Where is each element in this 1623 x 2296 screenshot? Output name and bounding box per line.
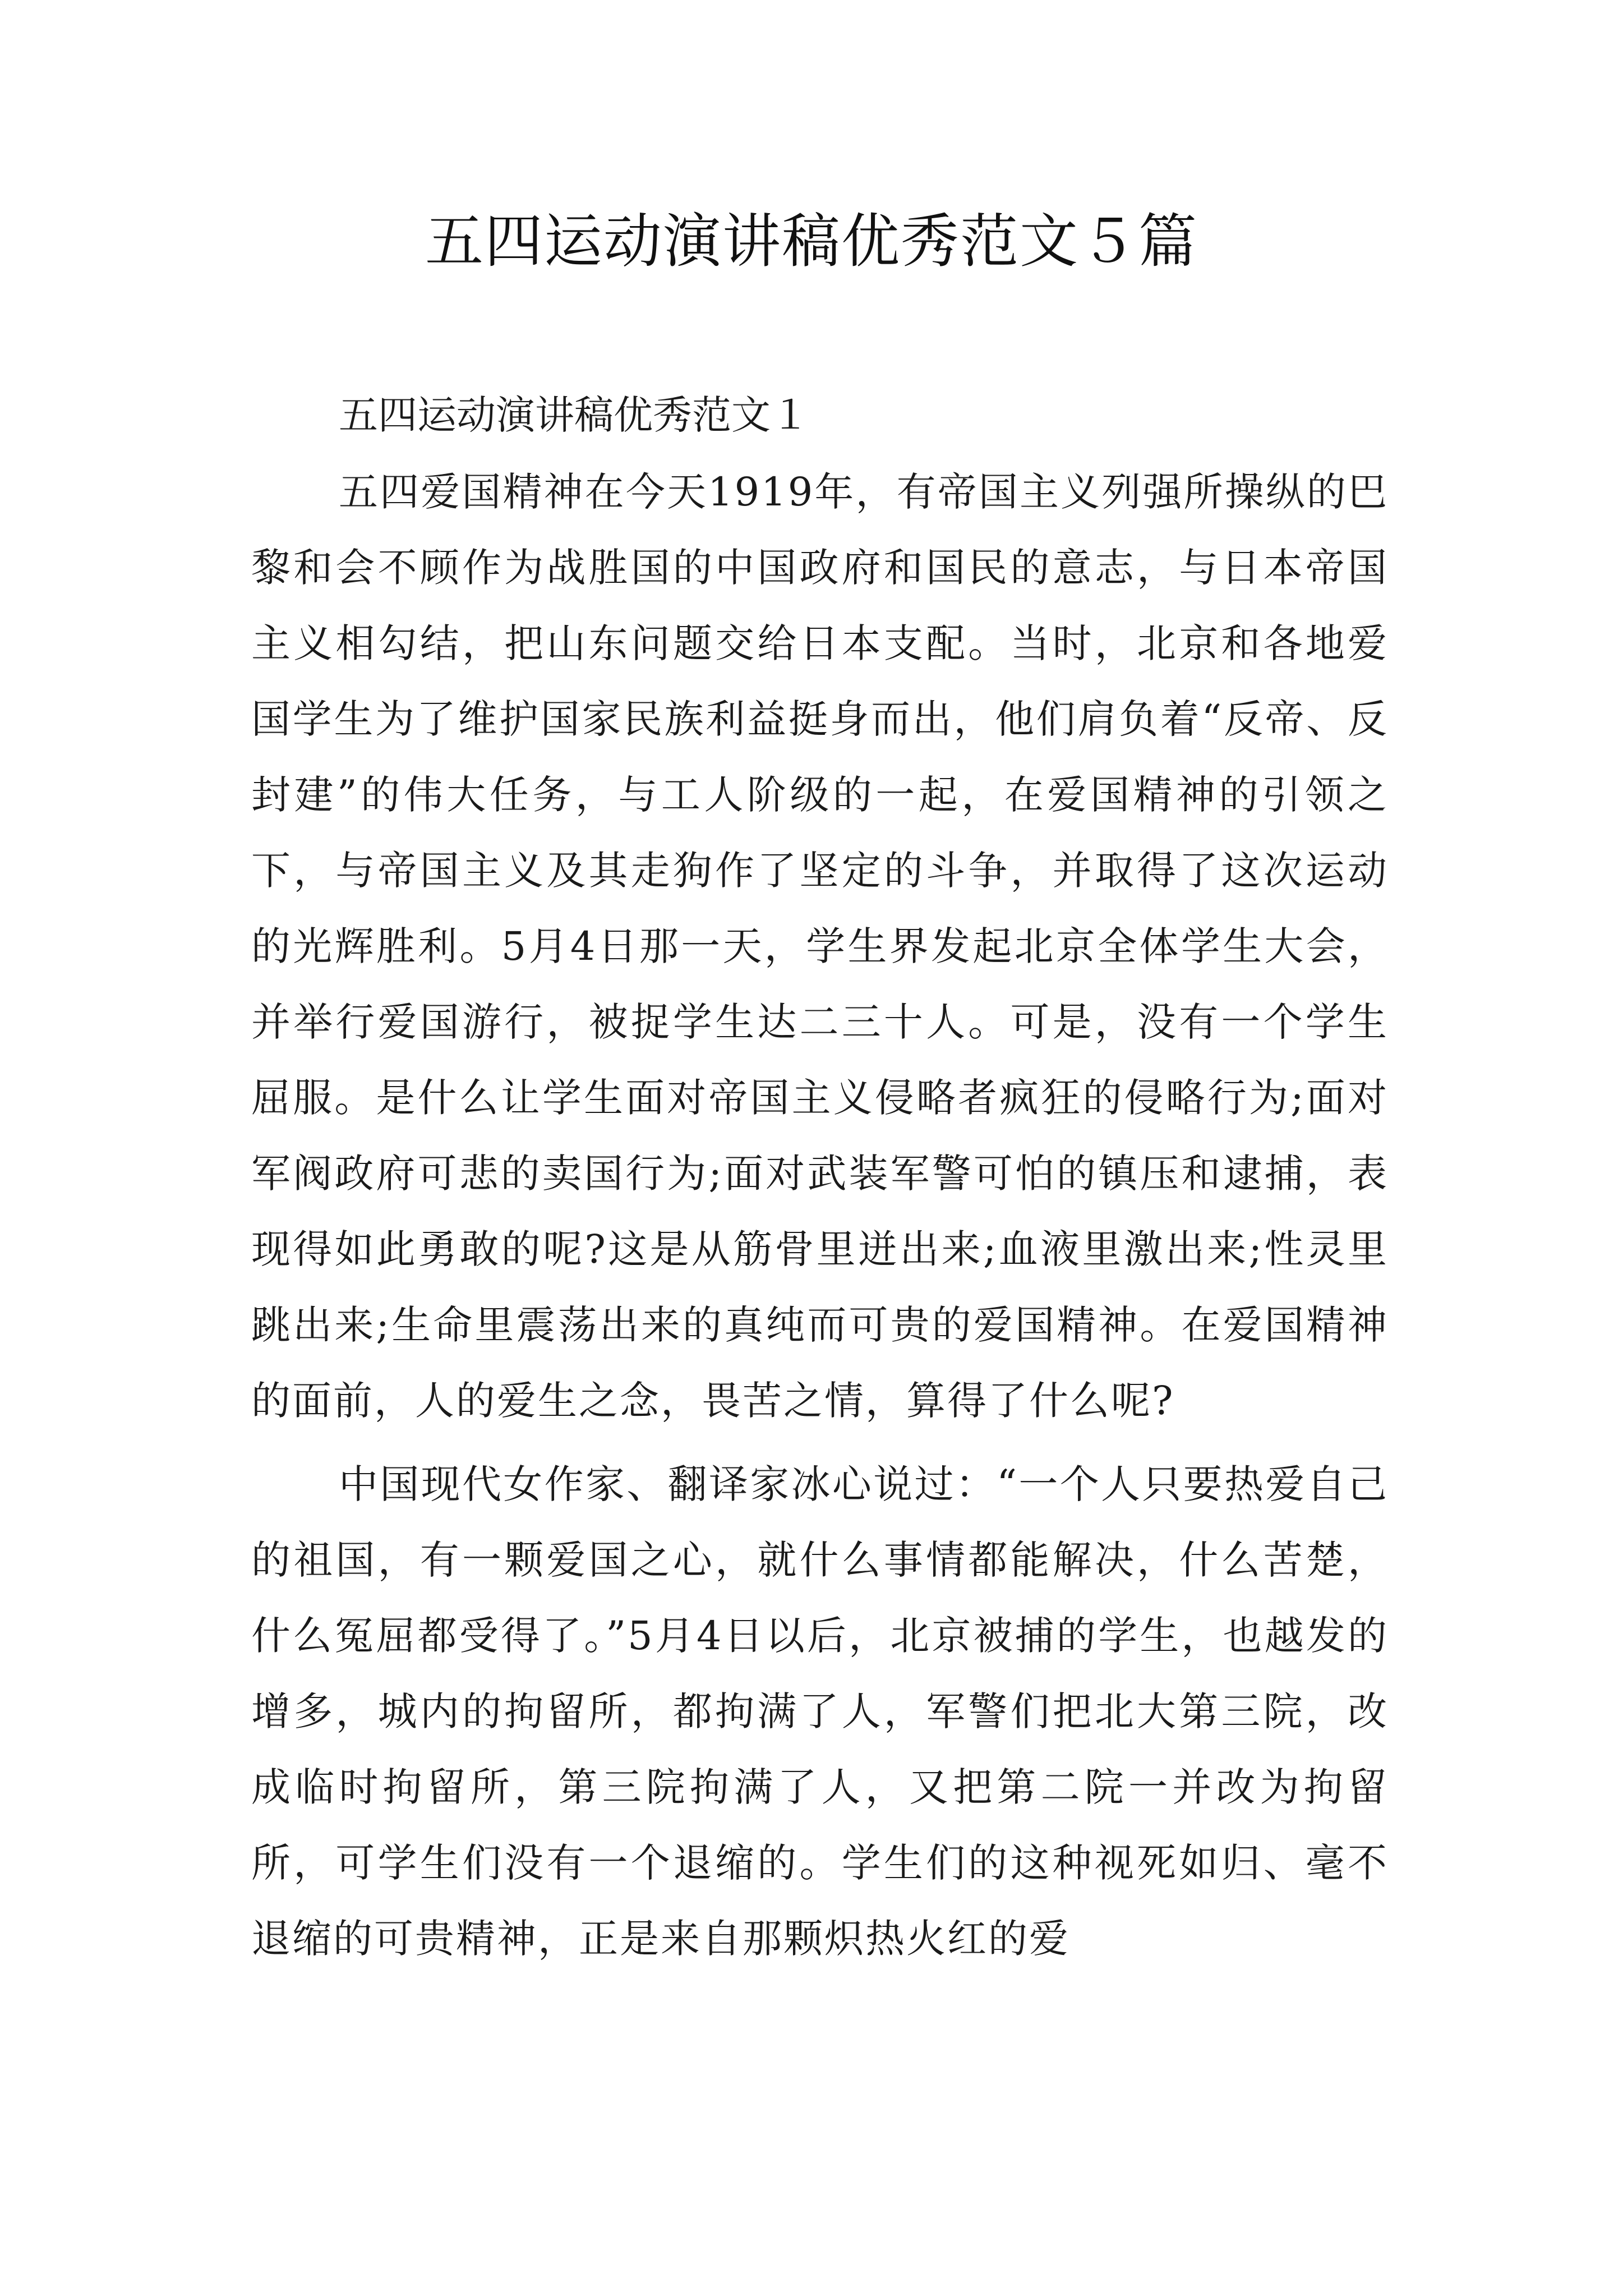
document-body [251,454,1389,1985]
document-title: 五四运动演讲稿优秀范文５篇 [425,207,1198,275]
paragraph: 五四爱国精神在今天1919年，有帝国主义列强所操纵的巴黎和会不顾作为战胜国的中国政府和国民的意志，与日本帝国主义相勾结，把山东问题交给日本支配。当时，北京和各地爱国学生为了维护国家民族利益挺身而出，他们肩负着“反帝、反封建”的伟大任务，与工人阶级的一起，在爱国精神的引领之下，与帝国主义及其走狗作了坚定的斗争，并取得了这次运动的光辉胜利。5月4日那一天，学生界发起北京全体学生大会，并举行爱国游行，被捉学生达二三十人。可是，没有一个学生屈服。是什么让学生面对帝国主义侵略者疯狂的侵略行为;面对军阀政府可悲的卖国行为;面对武装军警可怕的镇压和逮捕，表现得如此勇敢的呢?这是从筋骨里迸出来;血液里激出来;性灵里跳出来;生命里震荡出来的真纯而可贵的爱国精神。在爱国精神的面前，人的爱生之念，畏苦之情，算得了什么呢? [251,469,1389,1424]
paragraph: 中国现代女作家、翻译家冰心说过：“一个人只要热爱自己的祖国，有一颗爱国之心，就什么事情都能解决，什么苦楚，什么冤屈都受得了。”5月4日以后，北京被捕的学生，也越发的增多，城内的拘留所，都拘满了人，军警们把北大第三院，改成临时拘留所，第三院拘满了人，又把第二院一并改为拘留所，可学生们没有一个退缩的。学生们的这种视死如归、毫不退缩的可贵精神，正是来自那颗炽热火红的爱 [251,1461,1389,1962]
section-heading: 五四运动演讲稿优秀范文１ [339,392,810,438]
